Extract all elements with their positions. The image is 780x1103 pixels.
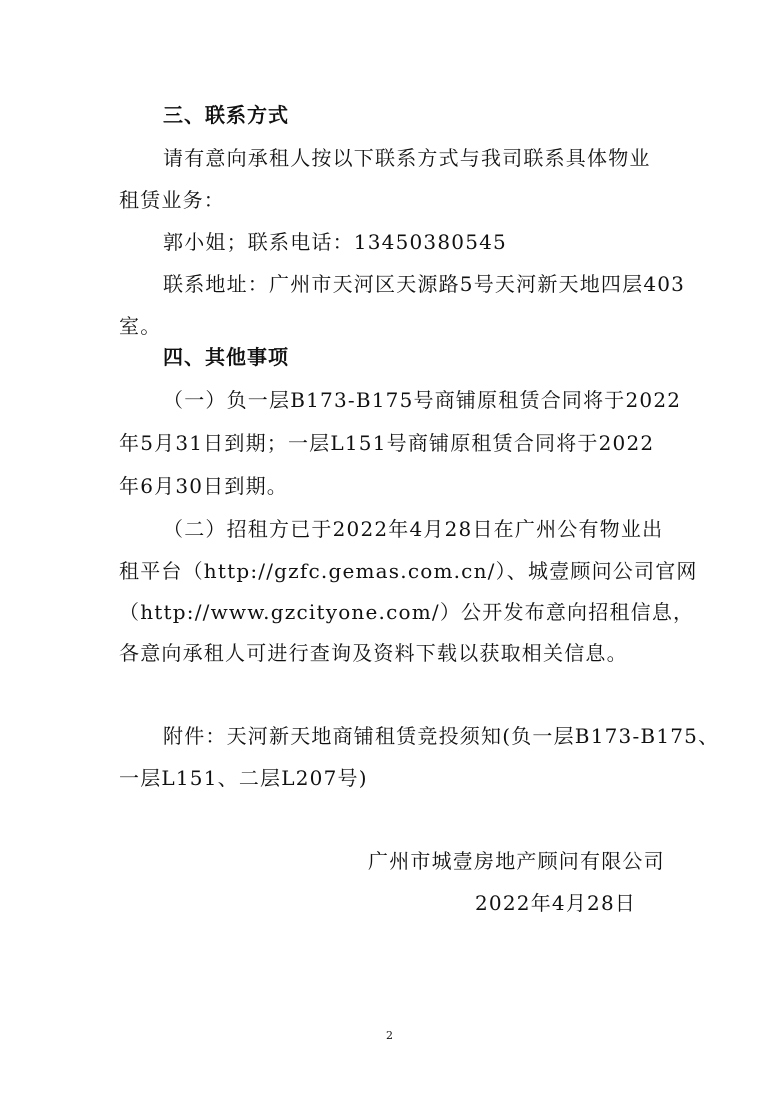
contact-address-line-1: 联系地址：广州市天河区天源路5号天河新天地四层403 (163, 272, 686, 296)
section-3-heading: 三、联系方式 (163, 103, 289, 127)
signature-date: 2022年4月28日 (475, 891, 637, 915)
item-2-line-2: 租平台（http://gzfc.gemas.com.cn/）、城壹顾问公司官网 (119, 559, 698, 583)
page-number: 2 (386, 1029, 393, 1042)
item-1-line-3: 年6月30日到期。 (119, 474, 288, 498)
attachment-line-2: 一层L151、二层L207号) (119, 766, 368, 790)
contact-address-line-2: 室。 (119, 314, 162, 338)
section-4-heading: 四、其他事项 (163, 345, 289, 369)
attachment-line-1: 附件：天河新天地商铺租赁竞投须知(负一层B173-B175、 (163, 724, 720, 748)
section-3-paragraph-line-1: 请有意向承租人按以下联系方式与我司联系具体物业 (163, 146, 651, 170)
item-1-line-1: （一）负一层B173-B175号商铺原租赁合同将于2022 (163, 388, 682, 412)
item-2-line-1: （二）招租方已于2022年4月28日在广州公有物业出 (163, 517, 664, 541)
section-3-paragraph-line-2: 租赁业务： (119, 188, 225, 212)
item-2-line-3: （http://www.gzcityone.com/）公开发布意向招租信息， (119, 600, 695, 624)
signature-company: 广州市城壹房地产顾问有限公司 (368, 849, 665, 873)
contact-phone-line: 郭小姐；联系电话：13450380545 (163, 230, 507, 254)
item-2-line-4: 各意向承租人可进行查询及资料下载以获取相关信息。 (119, 641, 628, 665)
item-1-line-2: 年5月31日到期；一层L151号商铺原租赁合同将于2022 (119, 431, 655, 455)
